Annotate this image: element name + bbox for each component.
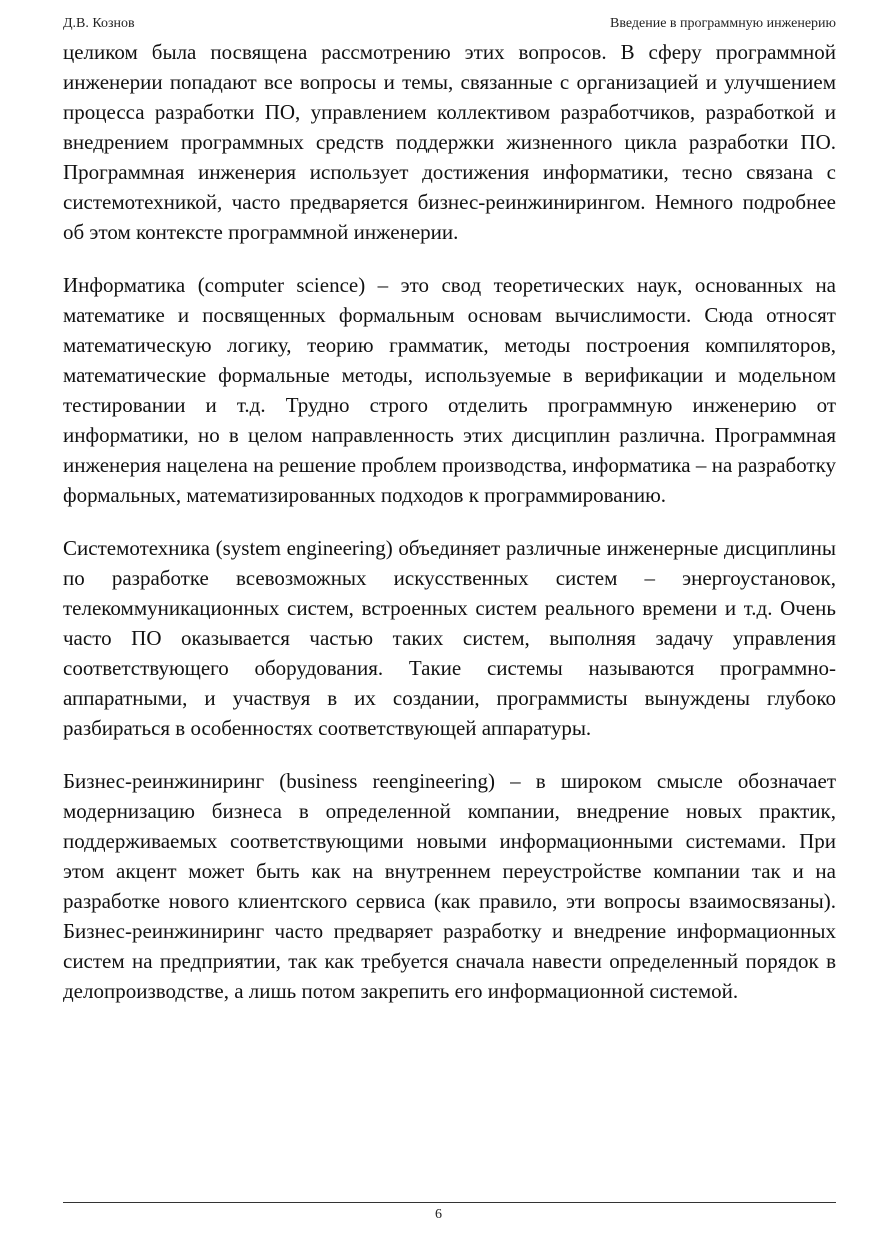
header-author: Д.В. Кознов: [63, 16, 135, 31]
paragraph-continuation: целиком была посвящена рассмотрению этих вопросов. В сферу программной инженерии попадают все вопросы и темы, связанные с организацией и улучшением процесса разработки ПО, управлением коллективом разработчиков, разработкой и внедрением программных средств поддержки жизненного цикла разработки ПО. Программная инженерия использует достижения информатики, тесно связана с системотехникой, часто предваряется бизнес-реинжинирингом. Немного подробнее об этом контексте программной инженерии.: [63, 40, 836, 244]
page-body: [63, 37, 836, 1006]
paragraph-business-reengineering: Бизнес-реинжиниринг (business reengineering) – в широком смысле обозначает модернизацию бизнеса в определенной компании, внедрение новых практик, поддерживаемых соответствующими новыми информационными системами. При этом акцент может быть как на внутреннем переустройстве компании так и на разработке нового клиентского сервиса (как правило, эти вопросы взаимосвязаны). Бизнес-реинжиниринг часто предваряет разработку и внедрение информационных систем на предприятии, так как требуется сначала навести определенный порядок в делопроизводстве, а лишь потом закрепить его информационной системой.: [63, 769, 836, 1003]
paragraph-system-engineering: Системотехника (system engineering) объединяет различные инженерные дисциплины по разработке всевозможных искусственных систем – энергоустановок, телекоммуникационных систем, встроенных систем реального времени и т.д. Очень часто ПО оказывается частью таких систем, выполняя задачу управления соответствующего оборудования. Такие системы называются программно-аппаратными, и участвуя в их создании, программисты вынуждены глубоко разбираться в особенностях соответствующей аппаратуры.: [63, 536, 836, 740]
header-title: Введение в программную инженерию: [609, 16, 836, 31]
paragraph-informatics: Информатика (computer science) – это свод теоретических наук, основанных на математике и посвященных формальным основам вычислимости. Сюда относят математическую логику, теорию грамматик, методы построения компиляторов, математические формальные методы, используемые в верификации и модельном тестировании и т.д. Трудно строго отделить программную инженерию от информатики, но в целом направленность этих дисциплин различна. Программная инженерия нацелена на решение проблем производства, информатика – на разработку формальных, математизированных подходов к программированию.: [63, 273, 836, 507]
footer-divider: [63, 1202, 836, 1203]
running-header: [63, 14, 836, 34]
page-number: 6: [435, 1207, 442, 1222]
